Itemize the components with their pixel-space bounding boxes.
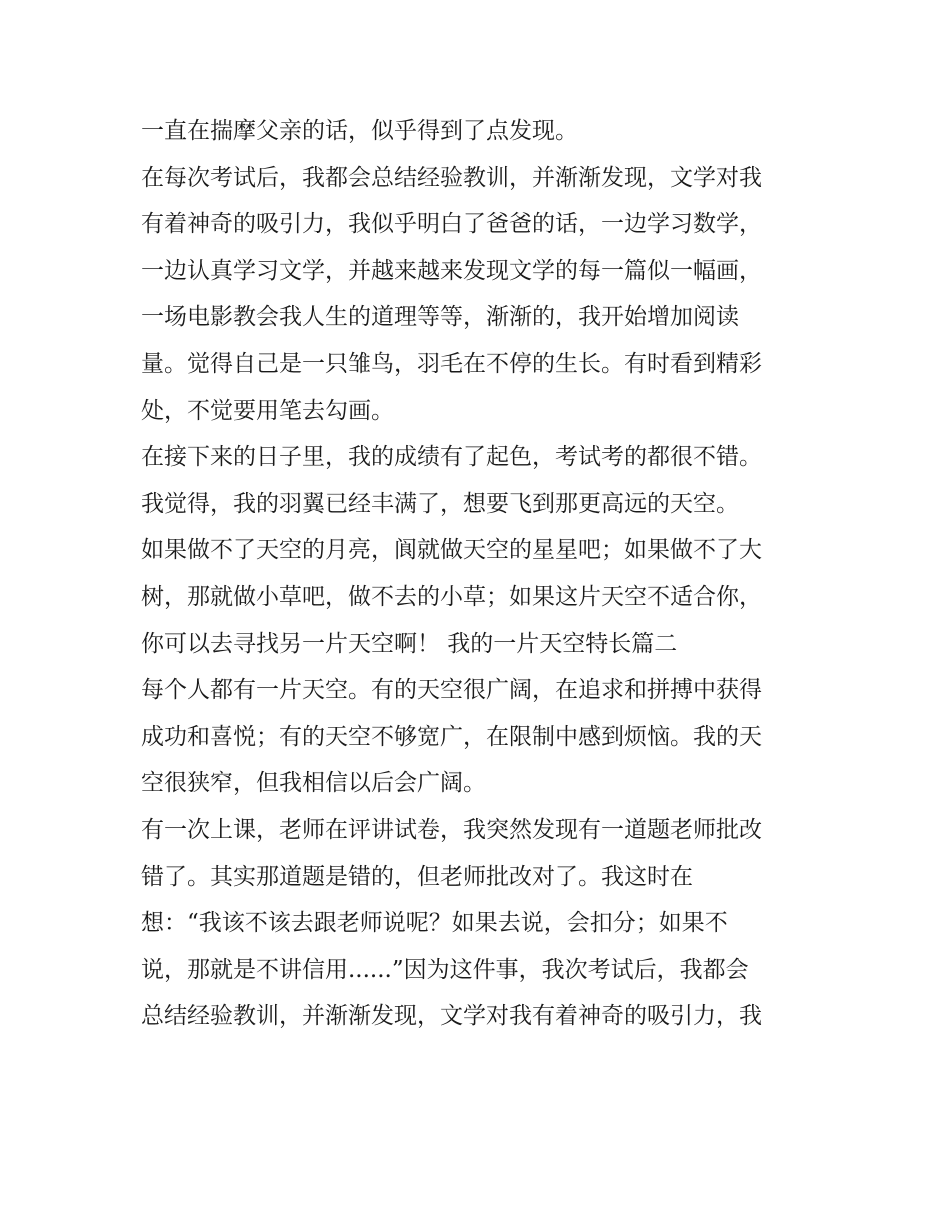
text-line: 成功和喜悦；有的天空不够宽广，在限制中感到烦恼。我的天 bbox=[141, 723, 762, 750]
text-line: 总结经验教训，并渐渐发现，文学对我有着神奇的吸引力，我 bbox=[141, 1003, 762, 1030]
text-line: 说，那就是不讲信用......”因为这件事，我次考试后，我都会 bbox=[141, 956, 749, 983]
text-line: 想：“我该不该去跟老师说呢？如果去说，会扣分；如果不 bbox=[141, 910, 728, 937]
document-body bbox=[141, 108, 821, 1040]
text-line: 如果做不了天空的月亮，阆就做天空的星星吧；如果做不了大 bbox=[141, 537, 762, 564]
text-line: 处，不觉要用笔去勾画。 bbox=[141, 397, 394, 424]
text-line: 在接下来的日子里，我的成绩有了起色，考试考的都很不错。 bbox=[141, 444, 762, 471]
text-line: 一场电影教会我人生的道理等等，渐渐的，我开始增加阅读 bbox=[141, 304, 739, 331]
text-line: 树，那就做小草吧，做不去的小草；如果这片天空不适合你， bbox=[141, 583, 762, 610]
text-line: 每个人都有一片天空。有的天空很广阔，在追求和拼搏中获得 bbox=[141, 677, 762, 704]
text-line: 我觉得，我的羽翼已经丰满了，想要飞到那更高远的天空。 bbox=[141, 490, 739, 517]
text-line: 一直在揣摩父亲的话，似乎得到了点发现。 bbox=[141, 118, 578, 144]
text-line: 有一次上课，老师在评讲试卷，我突然发现有一道题老师批改 bbox=[141, 816, 762, 843]
text-line: 有着神奇的吸引力，我似乎明白了爸爸的话，一边学习数学， bbox=[141, 211, 762, 238]
text-line: 量。觉得自己是一只雏鸟，羽毛在不停的生长。有时看到精彩 bbox=[141, 350, 762, 377]
text-line: 你可以去寻找另一片天空啊！ 我的一片天空特长篇二 bbox=[141, 630, 678, 657]
text-line: 在每次考试后，我都会总结经验教训，并渐渐发现，文学对我 bbox=[141, 164, 762, 191]
text-line: 空很狭窄，但我相信以后会广阔。 bbox=[141, 770, 486, 797]
text-line: 一边认真学习文学，并越来越来发现文学的每一篇似一幅画， bbox=[141, 257, 762, 284]
text-line: 错了。其实那道题是错的，但老师批改对了。我这时在 bbox=[141, 863, 693, 890]
